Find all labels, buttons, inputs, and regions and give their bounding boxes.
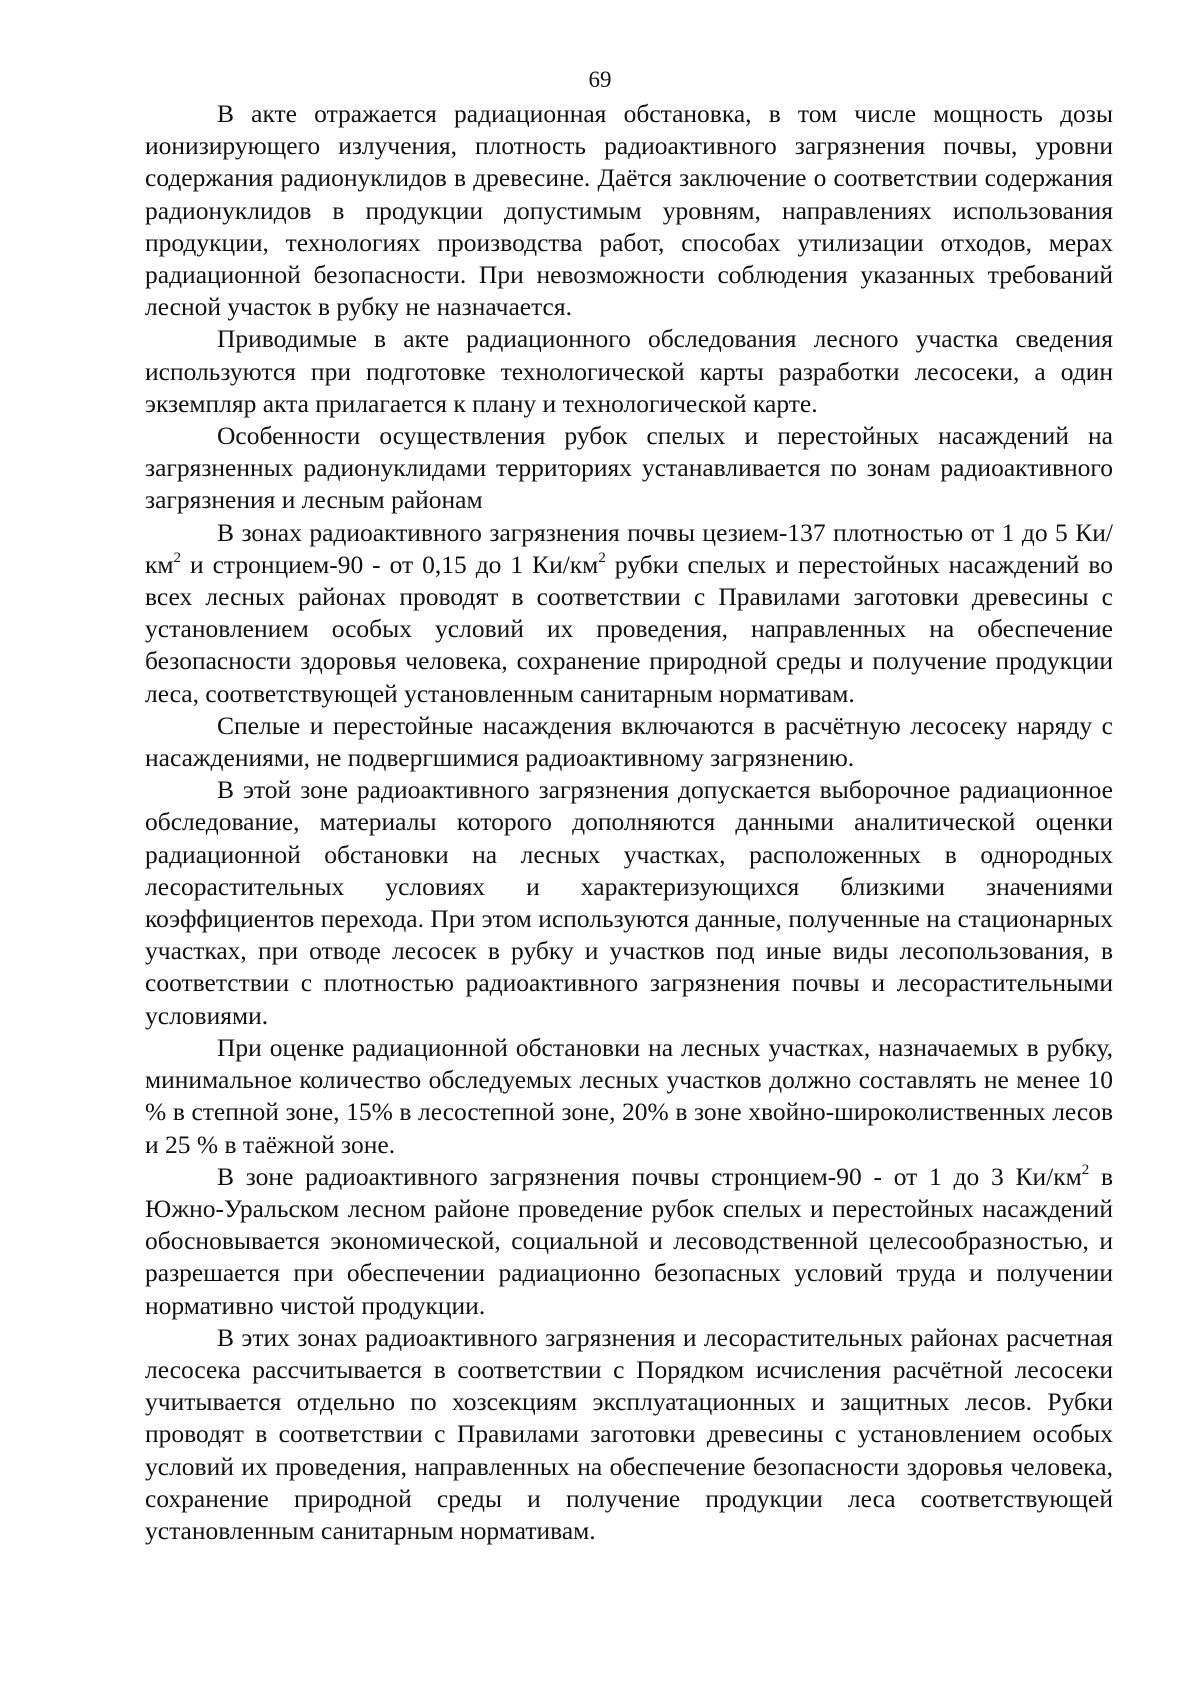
document-body bbox=[145, 98, 1113, 1547]
superscript: 2 bbox=[598, 549, 606, 566]
paragraph-act-usage: Приводимые в акте радиационного обследования лесного участка сведения используются при подготовке технологической карты разработки лесосеки, а один экземпляр акта прилагается к плану и технологической карте. bbox=[145, 324, 1113, 418]
paragraph-radiation-act: В акте отражается радиационная обстановка, в том числе мощность дозы ионизирующего излучения, плотность радиоактивного загрязнения почвы, уровни содержания радионуклидов в древесине. Даётся заключение о соответствии содержания радионуклидов в продукции допустимым уровням, направлениях использования продукции, технологиях производства работ, способах утилизации отходов, мерах радиационной безопасности. При невозможности соблюдения указанных требований лесной участок в рубку не назначается. bbox=[145, 99, 1113, 322]
superscript: 2 bbox=[1081, 1161, 1090, 1178]
page-number: 69 bbox=[588, 67, 612, 92]
paragraph-text-segment: в Южно-Уральском лесном районе проведение рубок спелых и перестойных насаждений обосновывается экономической, социальной и лесоводственной целесообразностью, и разрешается при обеспечении радиационно безопасных условий труда и получении нормативно чистой продукции. bbox=[145, 1161, 1113, 1320]
paragraph-allowable-cut: Спелые и перестойные насаждения включаются в расчётную лесосеку наряду с насаждениями, не подвергшимися радиоактивному загрязнению. bbox=[145, 710, 1113, 773]
paragraph-south-ural-zone bbox=[145, 1161, 1113, 1322]
paragraph-cesium-strontium-zones bbox=[145, 517, 1113, 710]
superscript: 2 bbox=[173, 549, 182, 566]
paragraph-text-segment: В зоне радиоактивного загрязнения почвы стронцием-90 - от 1 до 3 Ки/км bbox=[217, 1161, 1082, 1191]
paragraph-calculated-cut: В этих зонах радиоактивного загрязнения и лесорастительных районах расчетная лесосека рассчитывается в соответствии с Порядком исчисления расчётной лесосеки учитывается отдельно по хозсекциям эксплуатационных и защитных лесов. Рубки проводят в соответствии с Правилами заготовки древесины с установлением особых условий их проведения, направленных на обеспечение безопасности здоровья человека, сохранение природной среды и получение продукции леса соответствующей установленным санитарным нормативам. bbox=[145, 1322, 1113, 1545]
paragraph-survey-minimum: При оценке радиационной обстановки на лесных участках, назначаемых в рубку, минимальное количество обследуемых лесных участков должно составлять не менее 10 % в степной зоне, 15% в лесостепной зоне, 20% в зоне хвойно-широколиственных лесов и 25 % в таёжной зоне. bbox=[145, 1032, 1113, 1159]
paragraph-selective-survey: В этой зоне радиоактивного загрязнения допускается выборочное радиационное обследование, материалы которого дополняются данными аналитической оценки радиационной обстановки на лесных участках, расположенных в однородных лесорастительных условиях и характеризующихся близкими значениями коэффициентов перехода. При этом используются данные, полученные на стационарных участках, при отводе лесосек в рубку и участков под иные виды лесопользования, в соответствии с плотностью радиоактивного загрязнения почвы и лесорастительными условиями. bbox=[145, 775, 1113, 1030]
paragraph-felling-features: Особенности осуществления рубок спелых и перестойных насаждений на загрязненных радионуклидами территориях устанавливается по зонам радиоактивного загрязнения и лесным районам bbox=[145, 421, 1113, 515]
paragraph-text-segment: рубки спелых и перестойных насаждений во всех лесных районах проводят в соответствии с Правилами заготовки древесины с установлением особых условий их проведения, направленных на обеспечение безопасности здоровья человека, сохранение природной среды и получение продукции леса, соответствующей установленным санитарным нормативам. bbox=[145, 549, 1113, 708]
paragraph-text-segment: и стронцием-90 - от 0,15 до 1 Ки/км bbox=[181, 549, 599, 579]
paragraph-text-segment: В зонах радиоактивного загрязнения почвы цезием-137 плотностью от 1 до 5 Ки/км bbox=[145, 517, 1113, 579]
